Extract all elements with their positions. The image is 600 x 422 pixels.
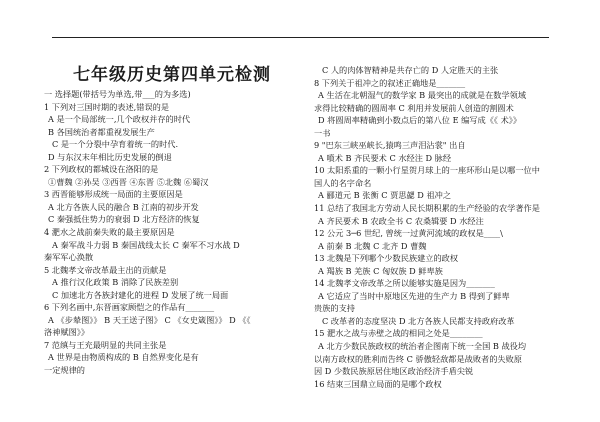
- right-column: [314, 64, 564, 390]
- text-line: C 加速北方各族封建化的进程 D 发展了统一局面: [52, 289, 229, 300]
- text-line: A 推行汉化政策 B 消除了民族差别: [52, 277, 179, 288]
- text-line: 6 下列名画中,东晋画家顾恺之的作品有_______: [44, 302, 215, 313]
- text-line: C 秦强抵住势力的衰弱 D 北方经济的恢复: [48, 214, 200, 225]
- text-line: 16 结束三国鼎立局面的是哪个政权: [314, 378, 442, 389]
- text-line: C 人的肉体智精神是共存亡的 D 人定胜天的主张: [322, 65, 499, 75]
- text-line: 贵族的支持: [314, 303, 355, 314]
- text-line: A 世界是由物质构成的 B 自然界变化是有: [48, 352, 199, 363]
- text-line: 3 西晋能够形成统一局面的主要原因是: [44, 189, 183, 200]
- text-line: 11 总结了我国北方劳动人民长期积累的生产经验的农学著作是: [314, 203, 540, 214]
- text-line: 一书: [314, 127, 331, 138]
- text-line: 求得比较精确的圆周率 C 利用并发展前人创造的割圆术: [314, 102, 514, 113]
- text-line: 2 下列政权的都城设在洛阳的是: [44, 164, 159, 175]
- text-line: C 是一个分裂中孕育着统一的时代.: [52, 139, 179, 150]
- text-line: A 是一个局部统一,几个政权并存的时代: [48, 114, 191, 125]
- text-line: 1 下列对三国时期的表述,错误的是: [44, 101, 170, 112]
- text-line: 以南方政权的胜利而告终 C 骄傲轻敌都是战败者的失败原: [314, 353, 522, 364]
- text-line: 一定规律的: [44, 365, 85, 376]
- text-line: 4 淝水之战前秦失败的最主要原因是: [44, 227, 175, 238]
- text-line: A 《步辇图》》 B 天王送子图》 C 《女史箴图》》 D 《《: [48, 314, 251, 325]
- text-line: 14 北魏孝文帝改革之所以能够实施是因为_______: [314, 278, 495, 289]
- text-line: 洛神赋图》》: [44, 327, 90, 338]
- text-line: A 羯族 B 羌族 C 匈奴族 D 鲜卑族: [318, 265, 443, 276]
- text-line: D 将圆周率精确到小数点后的第八位 E 编写成《《 术》》: [318, 115, 522, 126]
- text-line: 9 "巴东三峡巫峡长,猿鸣三声泪沾裳" 出自: [314, 140, 466, 151]
- right-question-list: [314, 64, 564, 390]
- text-line: A 北方少数民族政权的统治者企图南下统一全国 B 战役均: [318, 341, 527, 352]
- left-question-list: [44, 88, 300, 377]
- text-line: 因 D 少数民族原居住地区政治经济手盾尖锐: [314, 366, 474, 377]
- text-line: A 北方各族人民的融合 B 江南的初步开发: [48, 201, 199, 212]
- top-rule: [52, 37, 549, 38]
- text-line: 10 太阳系重的一颗小行星贺月球上的一座环形山是以哪一位中: [314, 165, 540, 176]
- text-line: B 各国统治者都重视发展生产: [48, 126, 155, 137]
- text-line: A 秦军战斗力弱 B 秦国战线太长 C 秦军不习水战 D: [52, 239, 240, 250]
- text-line: 7 范缜与王充最明显的共同主张是: [44, 339, 167, 350]
- text-line: A 生活在北朝湿气的数学家 B 最突出的成就是在数学领域: [318, 90, 527, 101]
- text-line: 国人的名字命名: [314, 177, 372, 188]
- text-line: A 郦道元 B 张衡 C 贾思勰 D 祖冲之: [318, 190, 452, 201]
- text-line: D 与东汉末年相比历史发展的倒退: [48, 151, 172, 162]
- text-line: A 前秦 B 北魏 C 北齐 D 曹魏: [318, 240, 427, 251]
- text-line: 13 北魏是下列哪个少数民族建立的政权: [314, 253, 459, 264]
- text-line: 8 下列关于祖冲之的叙述正确地是_______: [314, 77, 466, 88]
- text-line: 一 选择题(带括号为单选,带___的为多选): [44, 89, 191, 99]
- text-line: C 改革者的态度坚决 D 北方各族人民都支持政府改革: [322, 315, 515, 326]
- text-line: 12 公元 3─6 世纪, 曾统一过黄河流域的政权是____\: [314, 228, 503, 239]
- text-line: A 它适应了当时中原地区先进的生产力 B 得到了鲜卑: [318, 290, 510, 301]
- text-line: 5 北魏孝文帝改革最主出的贡献是: [44, 264, 167, 275]
- text-line: A 噴术 B 齐民要术 C 水经注 D 脉经: [318, 152, 452, 163]
- text-line: 秦军军心涣散: [44, 252, 94, 263]
- text-line: 15 淝水之战与赤壁之战的相同之处是________: [314, 328, 483, 339]
- text-line: ①曹魏 ②孙吴 ③西晋 ④东晋 ⑤北魏 ⑥蜀汉: [48, 176, 209, 187]
- page-title: 七年级历史第四单元检测: [73, 65, 271, 85]
- text-line: A 齐民要术 B 农政全书 C 农桑辑要 D 水经注: [318, 215, 484, 226]
- left-column: [44, 64, 300, 377]
